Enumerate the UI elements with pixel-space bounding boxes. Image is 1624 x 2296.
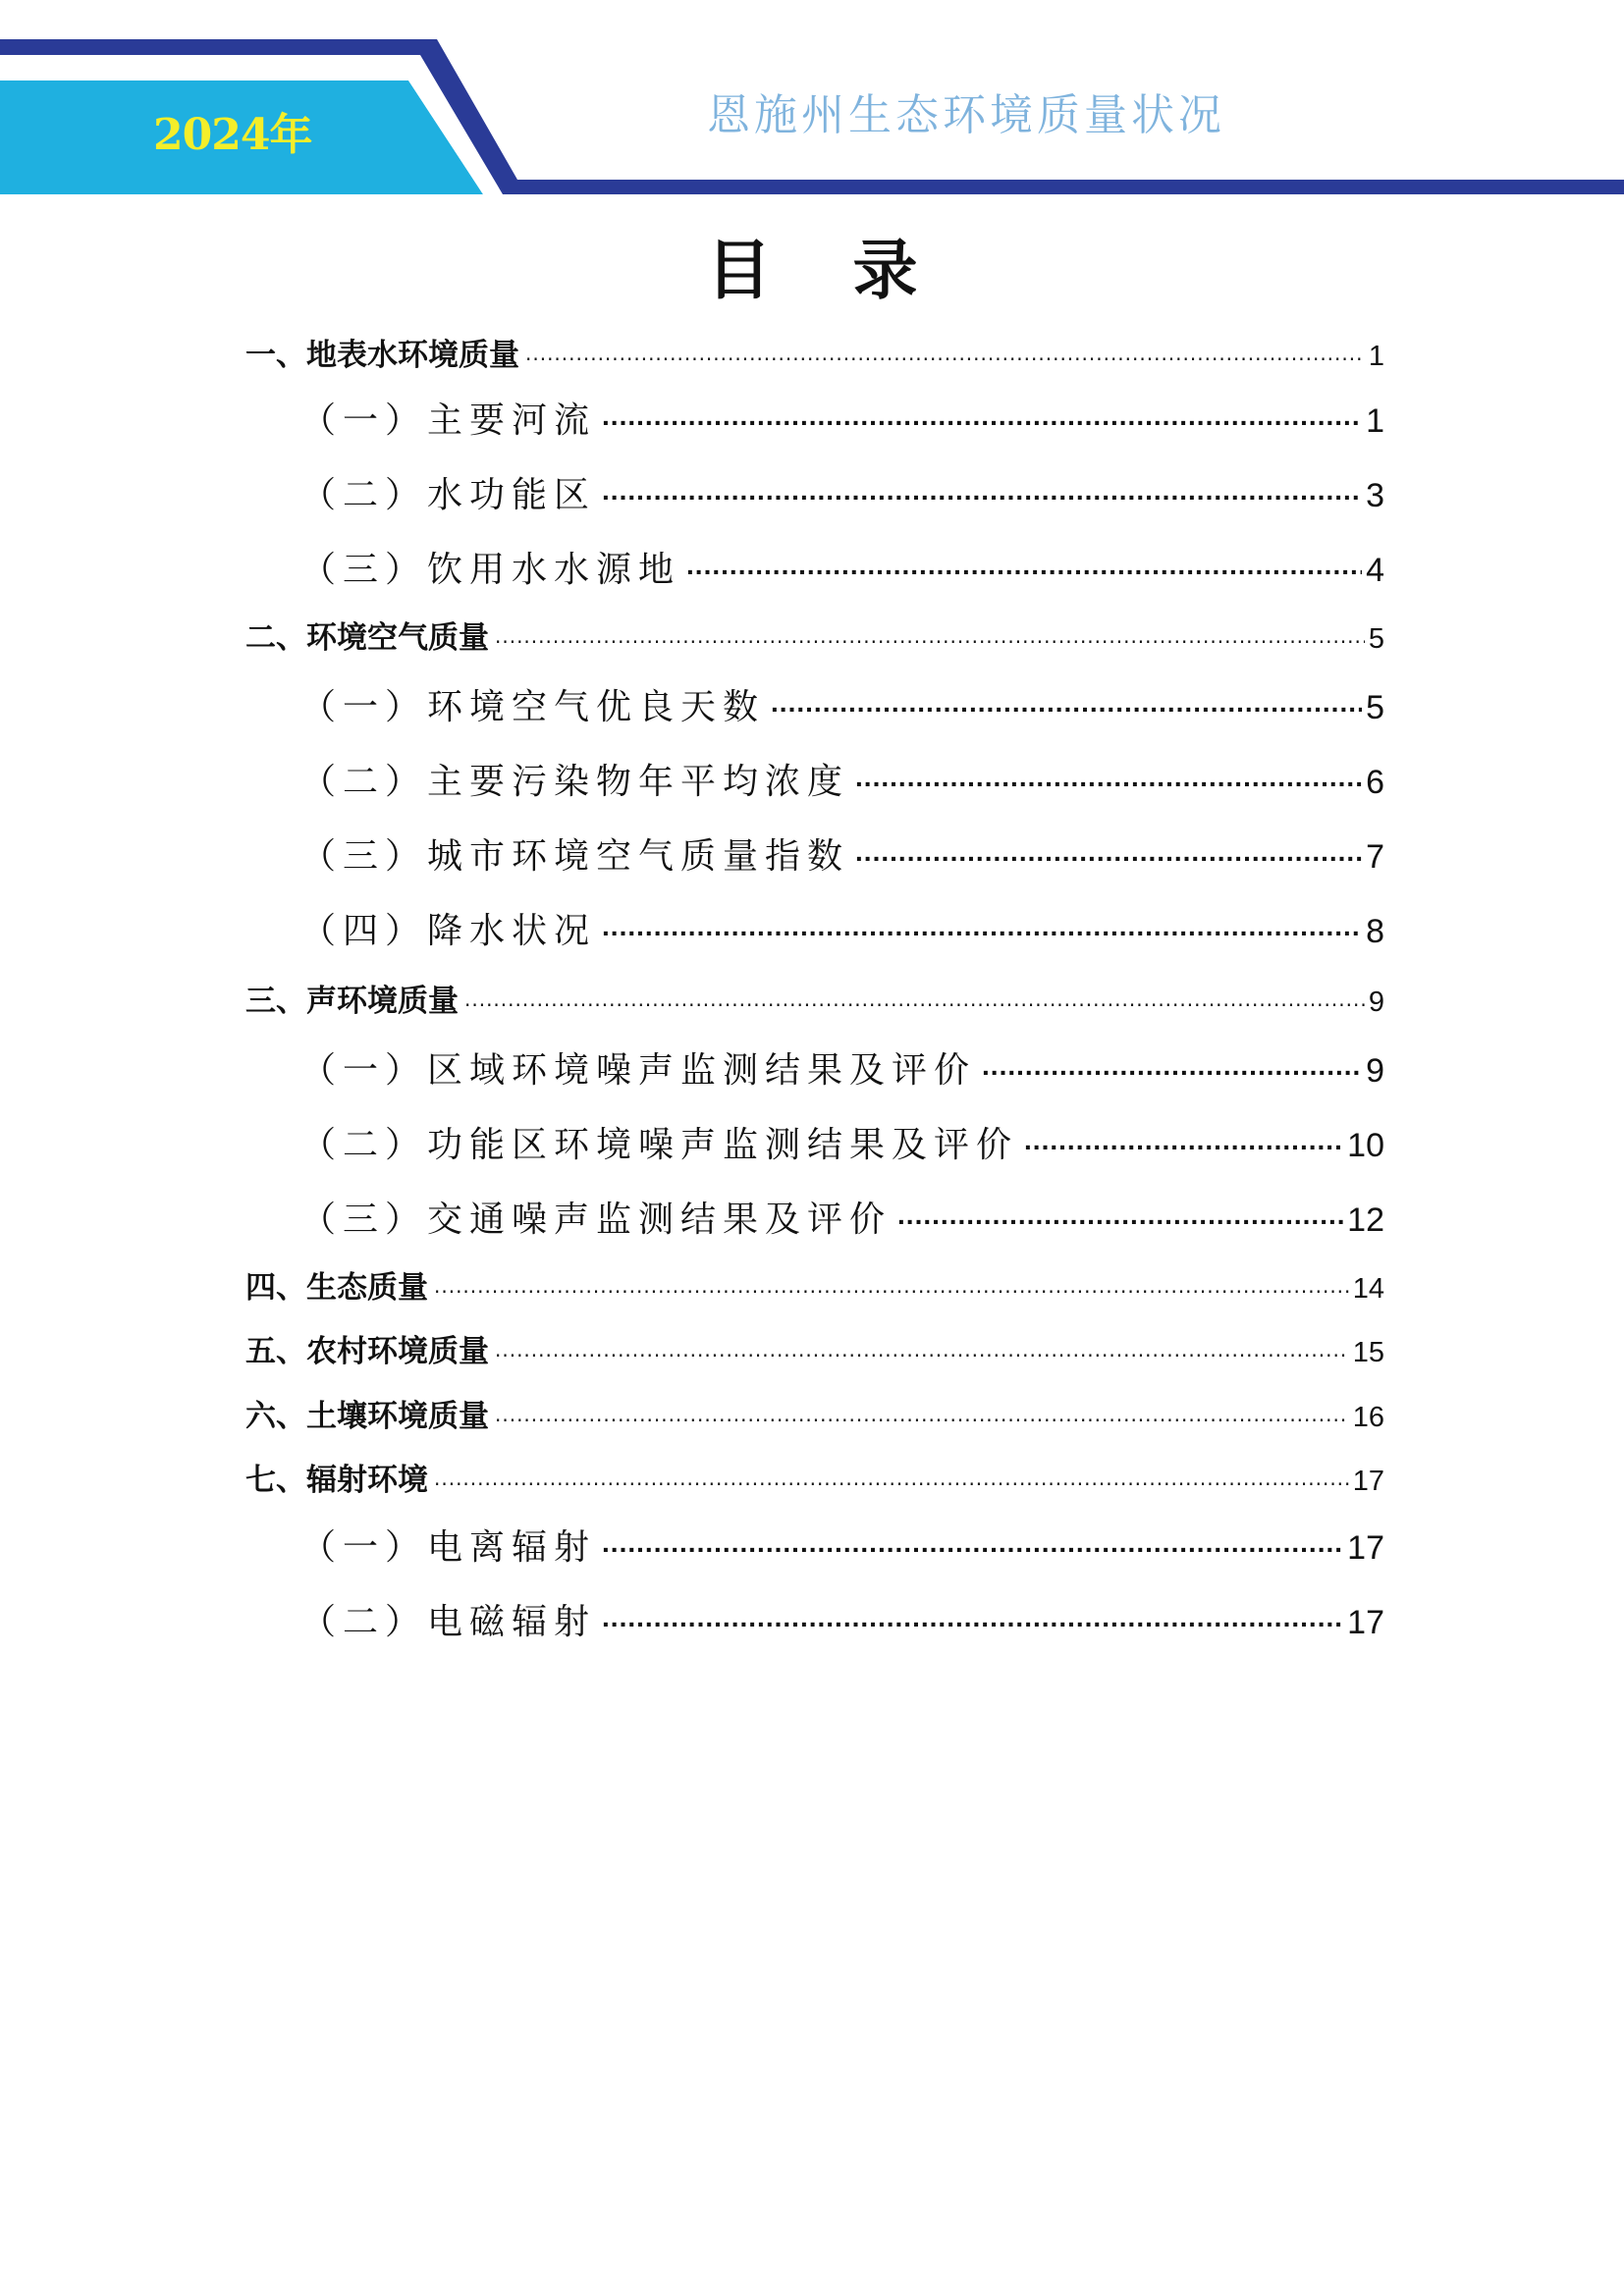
toc-section-entry[interactable] [245,1262,1384,1307]
toc-subsection-entry[interactable] [300,754,1384,804]
toc-subsection-entry[interactable] [300,1117,1384,1167]
toc-page-number: 17 [1347,1529,1384,1567]
toc-page-number: 15 [1352,1337,1384,1368]
toc-page-number: 5 [1366,689,1384,726]
year-label: 2024年 [153,110,312,160]
toc-dot-leader [602,1598,1343,1633]
toc-page-number: 6 [1366,764,1384,801]
toc-subsection-entry[interactable] [300,1594,1384,1644]
toc-dot-leader [434,1267,1349,1298]
toc-entry-title: 一、地表水环境质量 [245,338,519,373]
toc-dot-leader [855,832,1362,868]
toc-dot-leader [602,907,1362,942]
toc-dot-leader [602,1523,1343,1559]
toc-section-entry[interactable] [245,1326,1384,1370]
toc-dot-leader [602,471,1362,507]
toc-entry-title: （一）主要河流 [300,400,597,441]
toc-dot-leader [771,683,1362,719]
toc-entry-title: 五、农村环境质量 [245,1334,489,1369]
toc-subsection-entry[interactable] [300,679,1384,729]
toc-page-number: 17 [1347,1604,1384,1641]
toc-page-number: 9 [1366,1052,1384,1090]
toc-subsection-entry[interactable] [300,467,1384,517]
toc-entry-title: （二）水功能区 [300,475,597,515]
toc-dot-leader [686,546,1362,581]
toc-section-entry[interactable] [245,1391,1384,1435]
toc-entry-title: （三）城市环境空气质量指数 [300,836,850,877]
toc-dot-leader [982,1046,1362,1082]
toc-entry-title: 二、环境空气质量 [245,620,489,656]
toc-entry-title: （三）饮用水水源地 [300,550,681,590]
toc-page-number: 8 [1366,913,1384,950]
toc-page-number: 4 [1366,552,1384,589]
toc-section-entry[interactable] [245,1455,1384,1499]
toc-section-entry[interactable] [245,330,1384,374]
toc-page-number: 3 [1366,477,1384,514]
toc-dot-leader [495,1331,1349,1362]
toc-page-number: 10 [1347,1127,1384,1164]
toc-section-entry[interactable] [245,613,1384,657]
toc-subsection-entry[interactable] [300,1042,1384,1093]
toc-subsection-entry[interactable] [300,393,1384,443]
toc-page-number: 16 [1352,1402,1384,1433]
report-title: 恩施州生态环境质量状况 [707,90,1225,140]
toc-entry-title: 四、生态质量 [245,1270,428,1306]
toc-dot-leader [855,758,1362,793]
toc-entry-title: （四）降水状况 [300,911,597,951]
toc-entry-title: （一）环境空气优良天数 [300,687,766,727]
toc-dot-leader [495,1396,1349,1426]
toc-page-number: 12 [1347,1201,1384,1239]
toc-dot-leader [897,1196,1343,1231]
toc-subsection-entry[interactable] [300,1192,1384,1242]
toc-page-number: 17 [1352,1466,1384,1497]
toc-entry-title: 六、土壤环境质量 [245,1399,489,1434]
toc-subsection-entry[interactable] [300,903,1384,953]
toc-page-number: 7 [1366,838,1384,876]
toc-dot-leader [602,397,1362,432]
toc-entry-title: （二）主要污染物年平均浓度 [300,762,850,802]
toc-page-number: 14 [1352,1273,1384,1305]
toc-entry-title: （三）交通噪声监测结果及评价 [300,1200,893,1240]
toc-heading: 目 录 [706,232,947,308]
toc-dot-leader [1024,1121,1343,1156]
toc-dot-leader [434,1460,1349,1490]
toc-dot-leader [495,617,1365,648]
toc-entry-title: （一）电离辐射 [300,1527,597,1568]
toc-entry-title: （二）电磁辐射 [300,1602,597,1642]
toc-page-number: 1 [1366,402,1384,440]
toc-dot-leader [464,981,1365,1011]
toc-subsection-entry[interactable] [300,1520,1384,1570]
toc-subsection-entry[interactable] [300,828,1384,879]
toc-subsection-entry[interactable] [300,542,1384,592]
toc-entry-title: 三、声环境质量 [245,984,459,1019]
toc-page-number: 9 [1368,987,1384,1018]
toc-section-entry[interactable] [245,976,1384,1020]
toc-entry-title: （二）功能区环境噪声监测结果及评价 [300,1125,1019,1165]
toc-entry-title: 七、辐射环境 [245,1463,428,1498]
toc-dot-leader [525,335,1365,365]
toc-entry-title: （一）区域环境噪声监测结果及评价 [300,1050,977,1091]
toc-page-number: 5 [1368,623,1384,655]
toc-page-number: 1 [1368,341,1384,372]
